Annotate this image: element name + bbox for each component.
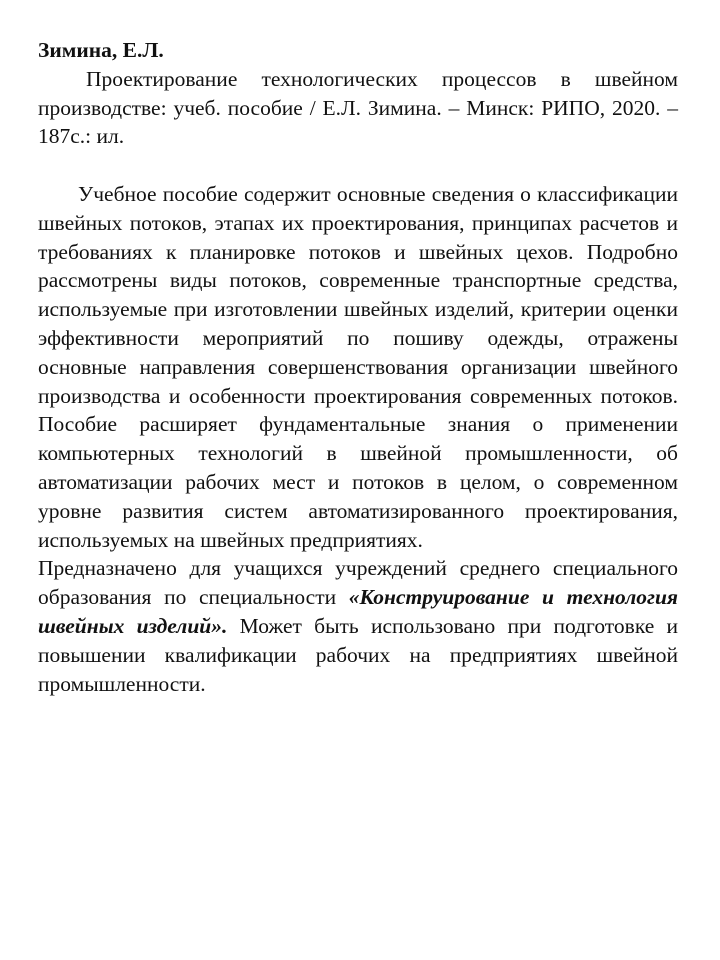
specialty-name: «Конструирование и технология швейных изделий». (38, 585, 678, 638)
purpose-paragraph (38, 554, 678, 698)
author-name: Зимина, Е.Л. (38, 38, 164, 62)
bibliographic-citation: Проектирование технологических процессов в швейном производстве: учеб. пособие / Е.Л. Зимина. – Минск: РИПО, 2020. – 187с.: ил. (38, 66, 678, 149)
bibliographic-record (38, 36, 678, 698)
annotation-paragraph: Учебное пособие содержит основные сведения о классификации швейных потоков, этапах их проектирования, принципах расчетов и требованиях к планировке потоков и швейных цехов. Подробно рассмотрены виды потоков, современные транспортные средства, используемые при изготовлении швейных изделий, критерии оценки эффективности мероприятий по пошиву одежды, отражены основные направления совершенствования организации швейного производства и особенности проектирования современных потоков. Пособие расширяет фундаментальные знания о применении компьютерных технологий в швейной промышленности, об автоматизации рабочих мест и потоков в целом, о современном уровне развития систем автоматизированного проектирования, используемых на швейных предприятиях. (38, 181, 678, 552)
purpose-outro: Может быть использовано при подготовке и повышении квалификации рабочих на предприятиях швейной промышленности. (38, 613, 678, 696)
purpose-intro: Предназначено для учащихся учреждений среднего специального образования по специальности (38, 556, 678, 610)
paragraph-spacer (38, 151, 678, 180)
